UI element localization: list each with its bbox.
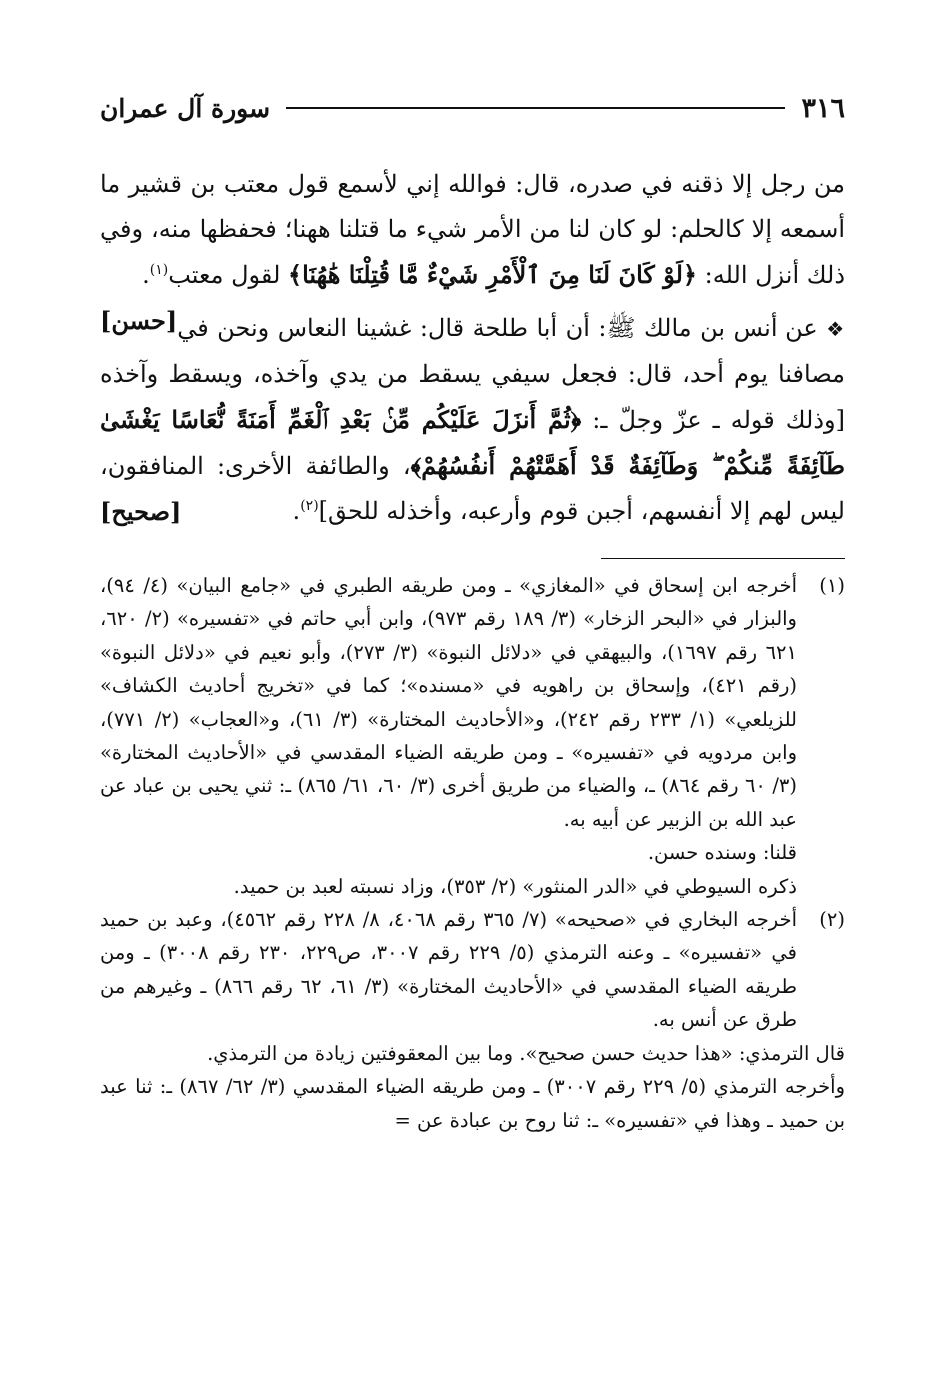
paragraph-2 [100, 306, 845, 534]
grade-badge-1: [حسن] [100, 306, 178, 335]
footnote-text: قال الترمذي: «هذا حديث حسن صحيح». وما بين المعقوفتين زيادة من الترمذي. [207, 1041, 845, 1065]
para1-end: . [142, 261, 150, 289]
footnote-body [100, 569, 797, 870]
book-page [100, 88, 845, 1137]
footnote-1 [100, 569, 845, 870]
para1-text-after: لقول معتب [168, 261, 281, 289]
para2-text: عن أنس بن مالك ﷺ: أن أبا طلحة قال: غشينا النعاس ونحن في مصافنا يوم أحد، قال: فجعل سيفي يسقط من يدي وآخذه، ويسقط وآخذه [وذلك قوله ـ عزّ وجلّ ـ: [100, 314, 846, 434]
quran-verse-2: ﴿ثُمَّ أَنزَلَ عَلَيْكُم مِّنۢ بَعْدِ ٱلْغَمِّ أَمَنَةً نُّعَاسًا يَغْشَىٰ طَآئِفَةً مِّنكُمْ ۖ وَطَآئِفَةٌ قَدْ أَهَمَّتْهُمْ أَنفُسُهُمْ﴾ [100, 405, 845, 480]
footnote-text: أخرجه البخاري في «صحيحه» (٧/ ٣٦٥ رقم ٤٠٦٨، ٨/ ٢٢٨ رقم ٤٥٦٢)، وعبد بن حميد في «تفسيره» ـ وعنه الترمذي (٥/ ٢٢٩ رقم ٣٠٠٧، ص٢٢٩، ٢٣٠ رقم ٣٠٠٨) ـ ومن طريقه الضياء المقدسي في «الأحاديث المختارة» (٣/ ٦١، ٦٢ رقم ٨٦٦) ـ وغيرهم من طرق عن أنس به. [100, 908, 798, 1032]
header-rule [286, 107, 785, 109]
quran-verse-1: ﴿لَوْ كَانَ لَنَا مِنَ ٱلْأَمْرِ شَيْءٌ مَّا قُتِلْنَا هَٰهُنَا﴾ [288, 260, 697, 289]
footnote-text: ذكره السيوطي في «الدر المنثور» (٢/ ٣٥٣)، وزاد نسبته لعبد بن حميد. [233, 874, 797, 898]
footnote-ref-2: (٢) [300, 498, 319, 514]
surah-title: سورة آل عمران [100, 93, 271, 123]
footnote-2 [100, 903, 845, 1037]
footnote-number: (٢) [819, 908, 845, 932]
bullet-icon: ❖ [826, 317, 845, 341]
main-text [100, 162, 845, 534]
para2-text-after: ، والطائفة الأخرى: المنافقون، ليس لهم إلا أنفسهم، أجبن قوم وأرعبه، وأخذله للحق] [100, 452, 845, 525]
footnotes [100, 569, 845, 1137]
paragraph-1 [100, 162, 845, 335]
page-header [100, 88, 845, 128]
para2-end: . [292, 497, 301, 525]
footnote-text: قلنا: وسنده حسن. [647, 841, 797, 865]
footnote-ref-1: (١) [149, 262, 169, 278]
footnote-separator [601, 558, 845, 559]
footnote-text: وأخرجه الترمذي (٥/ ٢٢٩ رقم ٣٠٠٧) ـ ومن طريقه الضياء المقدسي (٣/ ٦٢/ ٨٦٧) ـ: ثنا عبد بن حميد ـ وهذا في «تفسيره» ـ: ثنا روح بن عبادة عن = [100, 1075, 845, 1132]
footnote-number: (١) [819, 574, 845, 597]
page-number: ٣١٦ [801, 92, 845, 124]
footnote-body [100, 903, 797, 1037]
para1-text: من رجل إلا ذقنه في صدره، قال: فوالله إني لأسمع قول معتب بن قشير ما أسمعه إلا كالحلم: لو كان لنا من الأمر شيء ما قتلنا ههنا؛ فحفظها منه، وفي ذلك أنزل الله: [100, 170, 845, 289]
footnote-text: أخرجه ابن إسحاق في «المغازي» ـ ومن طريقه الطبري في «جامع البيان» (٤/ ٩٤)، والبزار في «البحر الزخار» (٣/ ١٨٩ رقم ٩٧٣)، وابن أبي حاتم في «تفسيره» (٢/ ٦٢٠، ٦٢١ رقم ١٦٩٧)، والبيهقي في «دلائل النبوة» (٣/ ٢٧٣)، وأبو نعيم في «دلائل النبوة» (رقم ٤٢١)، وإسحاق بن راهويه في «مسنده»؛ كما في «تخريج أحاديث الكشاف» للزيلعي» (١/ ٢٣٣ رقم ٢٤٢)، و«الأحاديث المختارة» (٣/ ٦١)، و«العجاب» (٢/ ٧٧١)، وابن مردويه في «تفسيره» ـ ومن طريقه الضياء المقدسي في «الأحاديث المختارة» (٣/ ٦٠ رقم ٨٦٤) ـ، والضياء من طريق أخرى (٣/ ٦٠، ٦١/ ٨٦٥) ـ: ثني يحيى بن عباد عن عبد الله بن الزبير عن أبيه به. [100, 574, 797, 831]
grade-badge-2: [صحيح] [100, 497, 182, 526]
